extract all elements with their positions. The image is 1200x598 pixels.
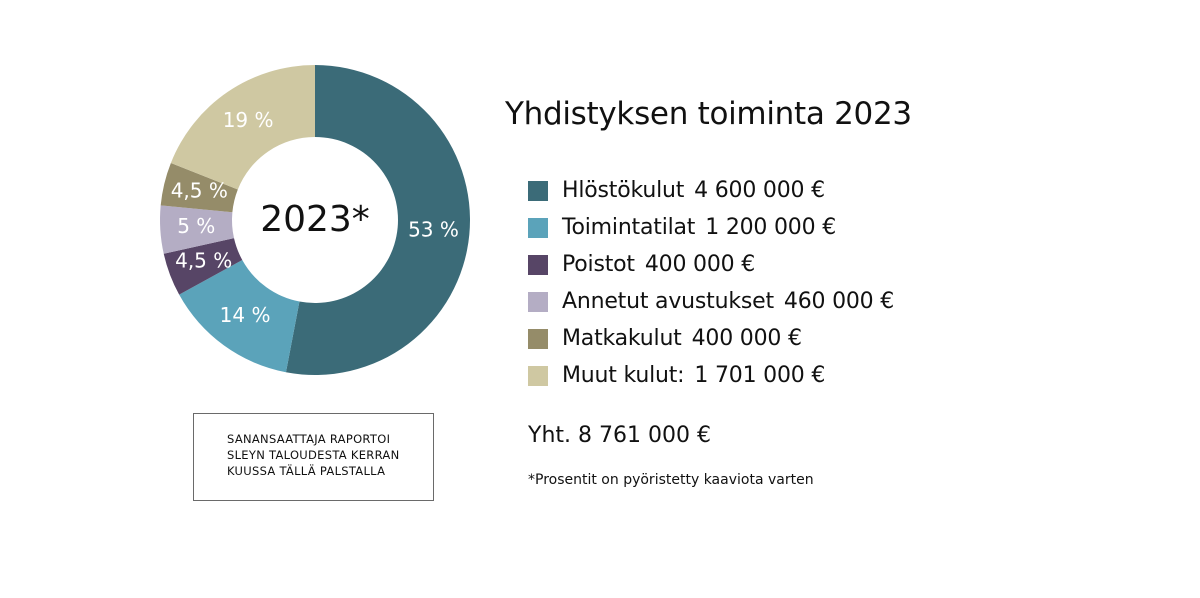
notice-line-2: SLEYN TALOUDESTA KERRAN: [227, 448, 400, 462]
legend-amount: 460 000 €: [783, 289, 895, 314]
legend-swatch: [528, 181, 548, 201]
slice-label-poistot: 4,5 %: [175, 248, 233, 273]
legend-label: Annetut avustukset: [562, 289, 774, 314]
legend-item-hlöstökulut: [528, 172, 894, 209]
footnote: *Prosentit on pyöristetty kaaviota varten: [528, 472, 814, 488]
report-notice-box: [193, 413, 434, 501]
donut-center-label: 2023*: [260, 199, 370, 240]
legend-item-toimintatilat: [528, 209, 894, 246]
legend-label: Matkakulut: [562, 326, 682, 351]
legend-amount: 400 000 €: [644, 252, 756, 277]
legend-amount: 400 000 €: [691, 326, 802, 351]
legend-swatch: [528, 218, 548, 238]
legend-item-annetut-avustukset: [528, 283, 894, 320]
legend-item-matkakulut: [528, 320, 894, 357]
legend-label: Muut kulut:: [562, 363, 685, 388]
slice-label-annetut-avustukset: 5 %: [177, 213, 216, 238]
legend-swatch: [528, 366, 548, 386]
legend-swatch: [528, 255, 548, 275]
slice-label-matkakulut: 4,5 %: [170, 178, 228, 203]
notice-line-3: KUUSSA TÄLLÄ PALSTALLA: [227, 464, 386, 478]
slice-label-muut-kulut: 19 %: [222, 108, 274, 133]
legend-swatch: [528, 329, 548, 349]
slice-label-toimintatilat: 14 %: [219, 302, 271, 327]
legend-label: Toimintatilat: [562, 215, 696, 240]
legend-amount: 1 200 000 €: [705, 215, 836, 240]
chart-legend: [528, 172, 894, 394]
donut-chart: [150, 55, 480, 385]
chart-title: Yhdistyksen toiminta 2023: [505, 96, 912, 132]
legend-swatch: [528, 292, 548, 312]
legend-amount: 4 600 000 €: [694, 178, 825, 203]
legend-item-muut-kulut: [528, 357, 894, 394]
legend-label: Hlöstökulut: [562, 178, 685, 203]
notice-line-1: SANANSAATTAJA RAPORTOI: [227, 432, 391, 446]
slice-label-hlöstökulut: 53 %: [408, 217, 459, 242]
legend-label: Poistot: [562, 252, 635, 277]
legend-item-poistot: [528, 246, 894, 283]
total-amount: Yht. 8 761 000 €: [528, 423, 711, 448]
legend-amount: 1 701 000 €: [694, 363, 826, 388]
